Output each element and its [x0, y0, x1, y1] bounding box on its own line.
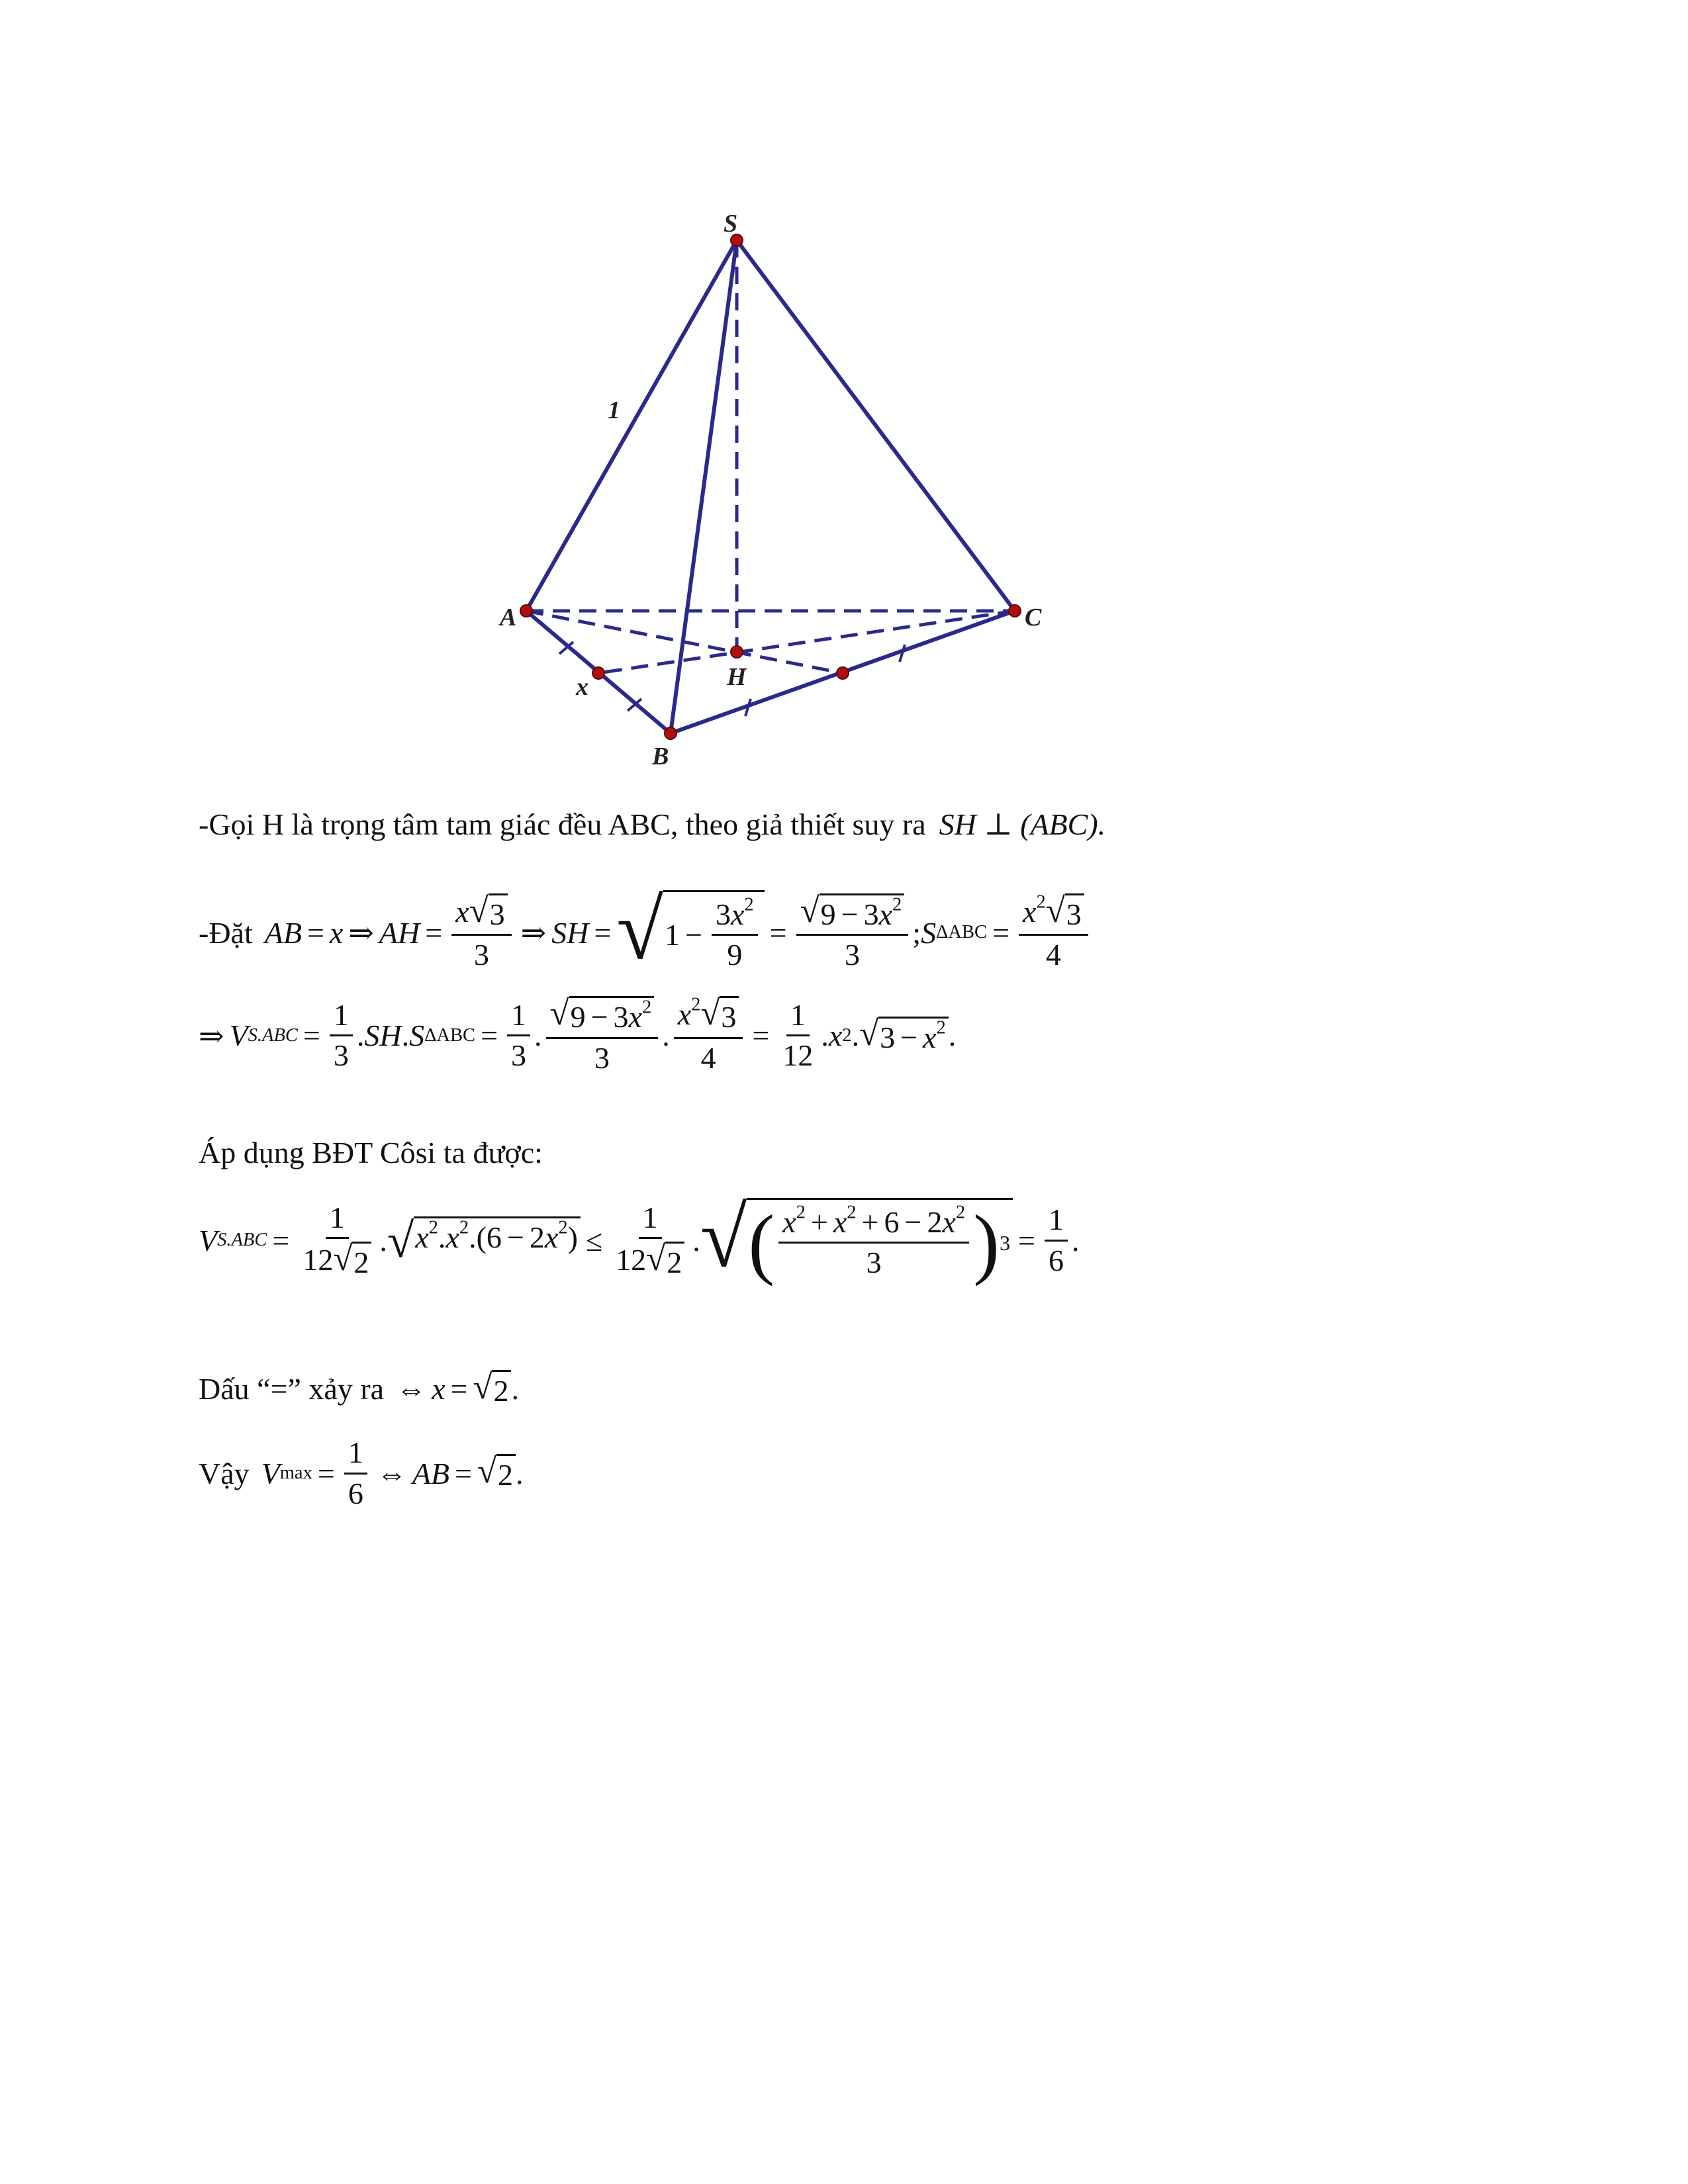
edge-SB [671, 240, 737, 733]
label-edge-AB: x [576, 673, 588, 701]
fraction-sh: √ $9 - 3x^2$ 3 [796, 893, 909, 972]
line7-prefix: Vậy [199, 1456, 250, 1490]
median-C [598, 611, 1015, 673]
text-line-1 [199, 806, 1105, 842]
line1-math: SH ⊥ (ABC). [939, 807, 1106, 841]
text-line-2: -Đặt AB = x ⇒ AH = x √ 3 3 ⇒ SH = √ 1 − $\frac{3x^2}{9}$ = √ $9 - 3x^2$ 3 ; S ΔABC = $x^2$ √ 3 4 [199, 890, 1092, 976]
midpoint-BC [837, 667, 849, 679]
edge-SC [737, 240, 1015, 611]
formula-set-ab: AB [264, 915, 302, 950]
fraction-ah: x √ 3 3 [451, 893, 511, 972]
text-line-7: Vậy V max = $\frac{1}{6}$ ⇔ AB = √ 2 . [199, 1435, 524, 1510]
line4-text: Áp dụng BĐT Côsi ta được: [199, 1136, 543, 1169]
point-H [731, 646, 743, 658]
text-line-3: ⇒ V S.ABC = $\frac{1}{3}$ . SH . S ΔABC = $\frac{1}{3}$ . √ $9 - 3x^2$ 3 . $x^2$ √ 3 4 = $\frac{1}{12}$ . x 2 . √ $3 - x^2$ . [199, 994, 957, 1075]
label-S: S [724, 210, 738, 238]
label-H: H [727, 663, 747, 691]
fraction-area: $x^2$ √ 3 4 [1019, 893, 1088, 972]
line6-prefix: Dấu “=” xảy ra [199, 1372, 385, 1406]
line2-prefix: -Đặt [199, 915, 253, 950]
text-line-6: Dấu “=” xảy ra ⇔ x = √ 2 . [199, 1368, 519, 1408]
edge-SA [526, 240, 737, 611]
midpoint-AB [592, 667, 604, 679]
tetrahedron-figure [0, 0, 1688, 794]
label-B: B [652, 743, 669, 770]
text-line-5: V S.ABC = 1 12 √ 2 . √ $x^2.x^2.(6 - 2x^2)$ ≤ 1 12 √ 2 . √ ( $\frac{x^2 + x^2 + 6 - 2x^2}{3}$ ) 3 = $\frac{1}{6}$ . [199, 1190, 1080, 1287]
label-A: A [500, 604, 517, 631]
label-edge-SA: 1 [608, 396, 620, 424]
point-A [520, 605, 532, 617]
text-line-4 [199, 1135, 543, 1170]
sqrt-sh: √ 1 − $\frac{3x^2}{9}$ [616, 890, 764, 976]
dashed-edges [526, 240, 1015, 673]
point-B [665, 727, 677, 739]
point-C [1009, 605, 1021, 617]
line1-prefix: -Gọi H là trọng tâm tam giác đều ABC, theo giả thiết suy ra [199, 807, 926, 841]
label-C: C [1025, 604, 1042, 631]
